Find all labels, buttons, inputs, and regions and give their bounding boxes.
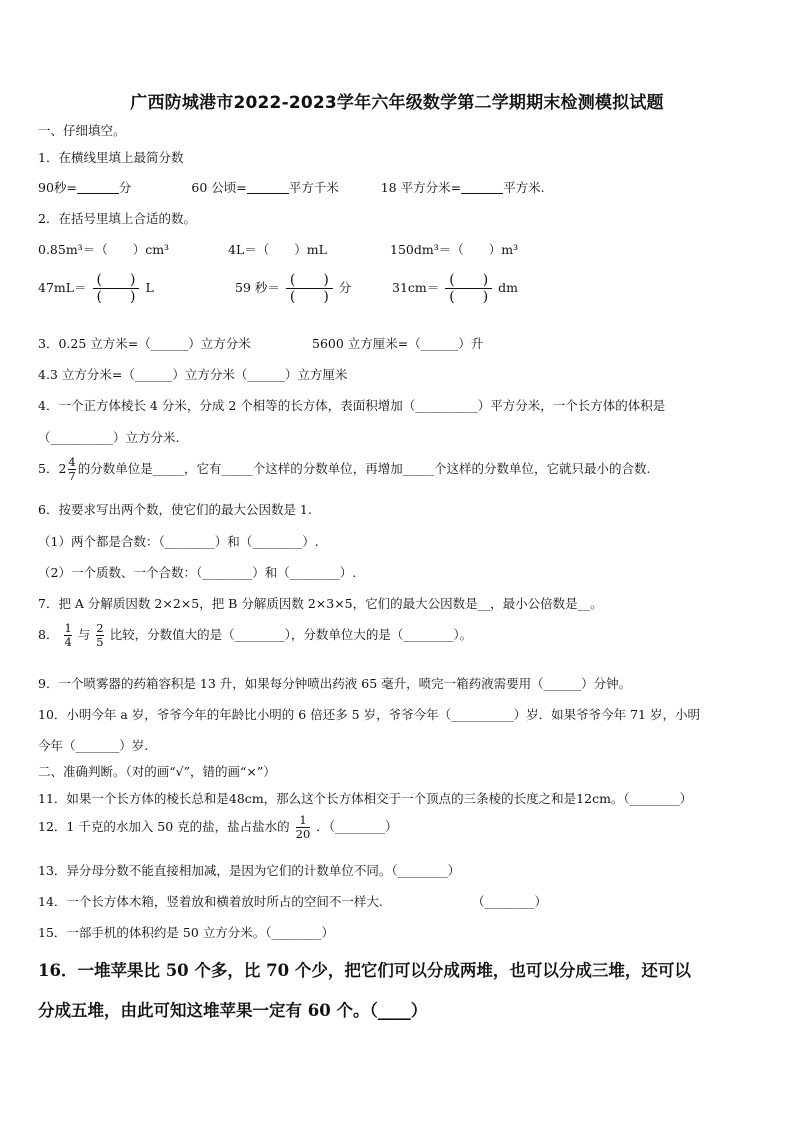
q6-stem: 6．按要求写出两个数，使它们的最大公因数是 1. [38, 502, 312, 517]
q1-item-a-prefix: 90秒= [38, 180, 77, 195]
q2-fraction-c [445, 272, 492, 305]
question-13: 13．异分母分数不能直接相加减，是因为它们的计数单位不同。（________） [38, 863, 461, 878]
q8-fraction-1-numerator: 1 [64, 621, 72, 635]
page-title: 广西防城港市2022-2023学年六年级数学第二学期期末检测模拟试题 [130, 93, 664, 113]
q3-line2: 4.3 立方分米=（______）立方分米（______）立方厘米 [38, 367, 348, 382]
section-2-heading: 二、准确判断。（对的画“√”，错的画“×”） [38, 764, 276, 779]
q8-fraction-1 [64, 622, 71, 649]
q12-fraction [296, 814, 311, 841]
q1-blank-b[interactable] [247, 181, 289, 195]
q2-row1-item-c: 150dm³＝（ ）m³ [390, 242, 519, 257]
q4-line2: （__________）立方分米. [38, 430, 180, 445]
question-8 [38, 622, 472, 649]
q14-answer: （________） [472, 894, 548, 909]
q16-line2: 分成五堆，由此可知这堆苹果一定有 60 个。（____） [38, 1001, 428, 1020]
q2-row1-item-a: 0.85m³＝（ ）cm³ [38, 242, 170, 257]
q4-line1: 4．一个正方体棱长 4 分米，分成 2 个相等的长方体，表面积增加（__________）平方分米，一个长方体的体积是 [38, 398, 666, 413]
q5-prefix: 5．2 [38, 461, 67, 477]
q2-row2-item-a [38, 272, 154, 305]
q12-fraction-numerator: 1 [299, 813, 307, 827]
q2-fraction-b-denominator[interactable]: ( ) [289, 289, 329, 306]
q3-line1-b: 5600 立方厘米=（______）升 [312, 336, 484, 351]
q12-answer: ．（________） [316, 819, 398, 835]
q6-sub2: （2）一个质数、一个合数：（________）和（________）. [38, 565, 357, 580]
q5-fraction [68, 456, 75, 483]
q8-prefix: 8． [38, 627, 59, 643]
q8-text: 比较，分数值大的是（________），分数单位大的是（________）。 [109, 627, 473, 643]
q2-fraction-a [93, 272, 140, 305]
q1-item-a-suffix: 分 [118, 180, 132, 195]
q8-fraction-2 [96, 622, 103, 649]
q2-fraction-a-denominator[interactable]: ( ) [96, 289, 136, 306]
question-2-stem: 2．在括号里填上合适的数。 [38, 211, 196, 226]
question-12 [38, 814, 398, 841]
q5-fraction-numerator: 4 [68, 455, 76, 469]
q8-fraction-2-numerator: 2 [96, 621, 104, 635]
q2-fraction-c-denominator[interactable]: ( ) [449, 289, 489, 306]
question-15: 15．一部手机的体积约是 50 立方分米。（________） [38, 925, 335, 940]
q2-row2-c-suffix: dm [498, 280, 519, 296]
q2-row2-c-prefix: 31cm＝ [392, 280, 440, 296]
question-1-stem: 1．在横线里填上最简分数 [38, 150, 184, 165]
question-11: 11．如果一个长方体的棱长总和是48cm，那么这个长方体相交于一个顶点的三条棱的长度之和是12cm。（________） [38, 791, 693, 806]
q8-fraction-2-denominator: 5 [96, 635, 104, 650]
q1-item-c-suffix: 平方米. [503, 180, 545, 195]
q2-fraction-a-numerator[interactable]: ( ) [96, 272, 136, 288]
q2-row2-a-prefix: 47mL＝ [38, 280, 87, 296]
q8-fraction-1-denominator: 4 [64, 635, 72, 650]
q1-blank-a[interactable] [77, 181, 119, 195]
q12-fraction-denominator: 20 [295, 827, 311, 842]
q10-line1: 10．小明今年 a 岁，爷爷今年的年龄比小明的 6 倍还多 5 岁，爷爷今年（__________）岁．如果爷爷今年 71 岁，小明 [38, 707, 700, 722]
q2-row2-a-suffix: L [145, 280, 154, 296]
q2-row2-item-b [235, 272, 351, 305]
question-9: 9．一个喷雾器的药箱容积是 13 升，如果每分钟喷出药液 65 毫升，喷完一箱药液需要用（______）分钟。 [38, 676, 632, 691]
q12-text: 12．1 千克的水加入 50 克的盐，盐占盐水的 [38, 819, 290, 835]
q2-row2-item-c [392, 272, 518, 305]
q6-sub1: （1）两个都是合数：（________）和（________）. [38, 534, 319, 549]
question-7: 7．把 A 分解质因数 2×2×5，把 B 分解质因数 2×3×5，它们的最大公因数是__，最小公倍数是__。 [38, 596, 603, 611]
q8-connector: 与 [77, 627, 91, 643]
q5-text: 的分数单位是_____，它有_____个这样的分数单位，再增加_____个这样的分数单位，它就只最小的合数. [77, 461, 651, 477]
q3-line1-a: 3．0.25 立方米=（______）立方分米 [38, 336, 251, 351]
q1-item-b-prefix: 60 公顷= [191, 180, 247, 195]
question-14: 14．一个长方体木箱，竖着放和横着放时所占的空间不一样大. [38, 894, 383, 909]
question-1-items [38, 178, 545, 196]
q1-item-c-prefix: 18 平方分米= [380, 180, 462, 195]
q2-row2-b-suffix: 分 [338, 280, 352, 296]
q2-row2-b-prefix: 59 秒＝ [235, 280, 280, 296]
q1-blank-c[interactable] [461, 181, 503, 195]
q2-fraction-c-numerator[interactable]: ( ) [449, 272, 489, 288]
q1-item-b-suffix: 平方千米 [288, 180, 339, 195]
q2-fraction-b-numerator[interactable]: ( ) [289, 272, 329, 288]
section-1-heading: 一、仔细填空。 [38, 123, 126, 138]
q10-line2: 今年（_______）岁. [38, 738, 149, 753]
question-5 [38, 456, 650, 483]
q5-fraction-denominator: 7 [68, 469, 76, 484]
q16-line1: 16．一堆苹果比 50 个多，比 70 个少，把它们可以分成两堆，也可以分成三堆，还可以 [38, 961, 691, 980]
q2-fraction-b [286, 272, 333, 305]
q2-row1-item-b: 4L＝（ ）mL [228, 242, 327, 257]
